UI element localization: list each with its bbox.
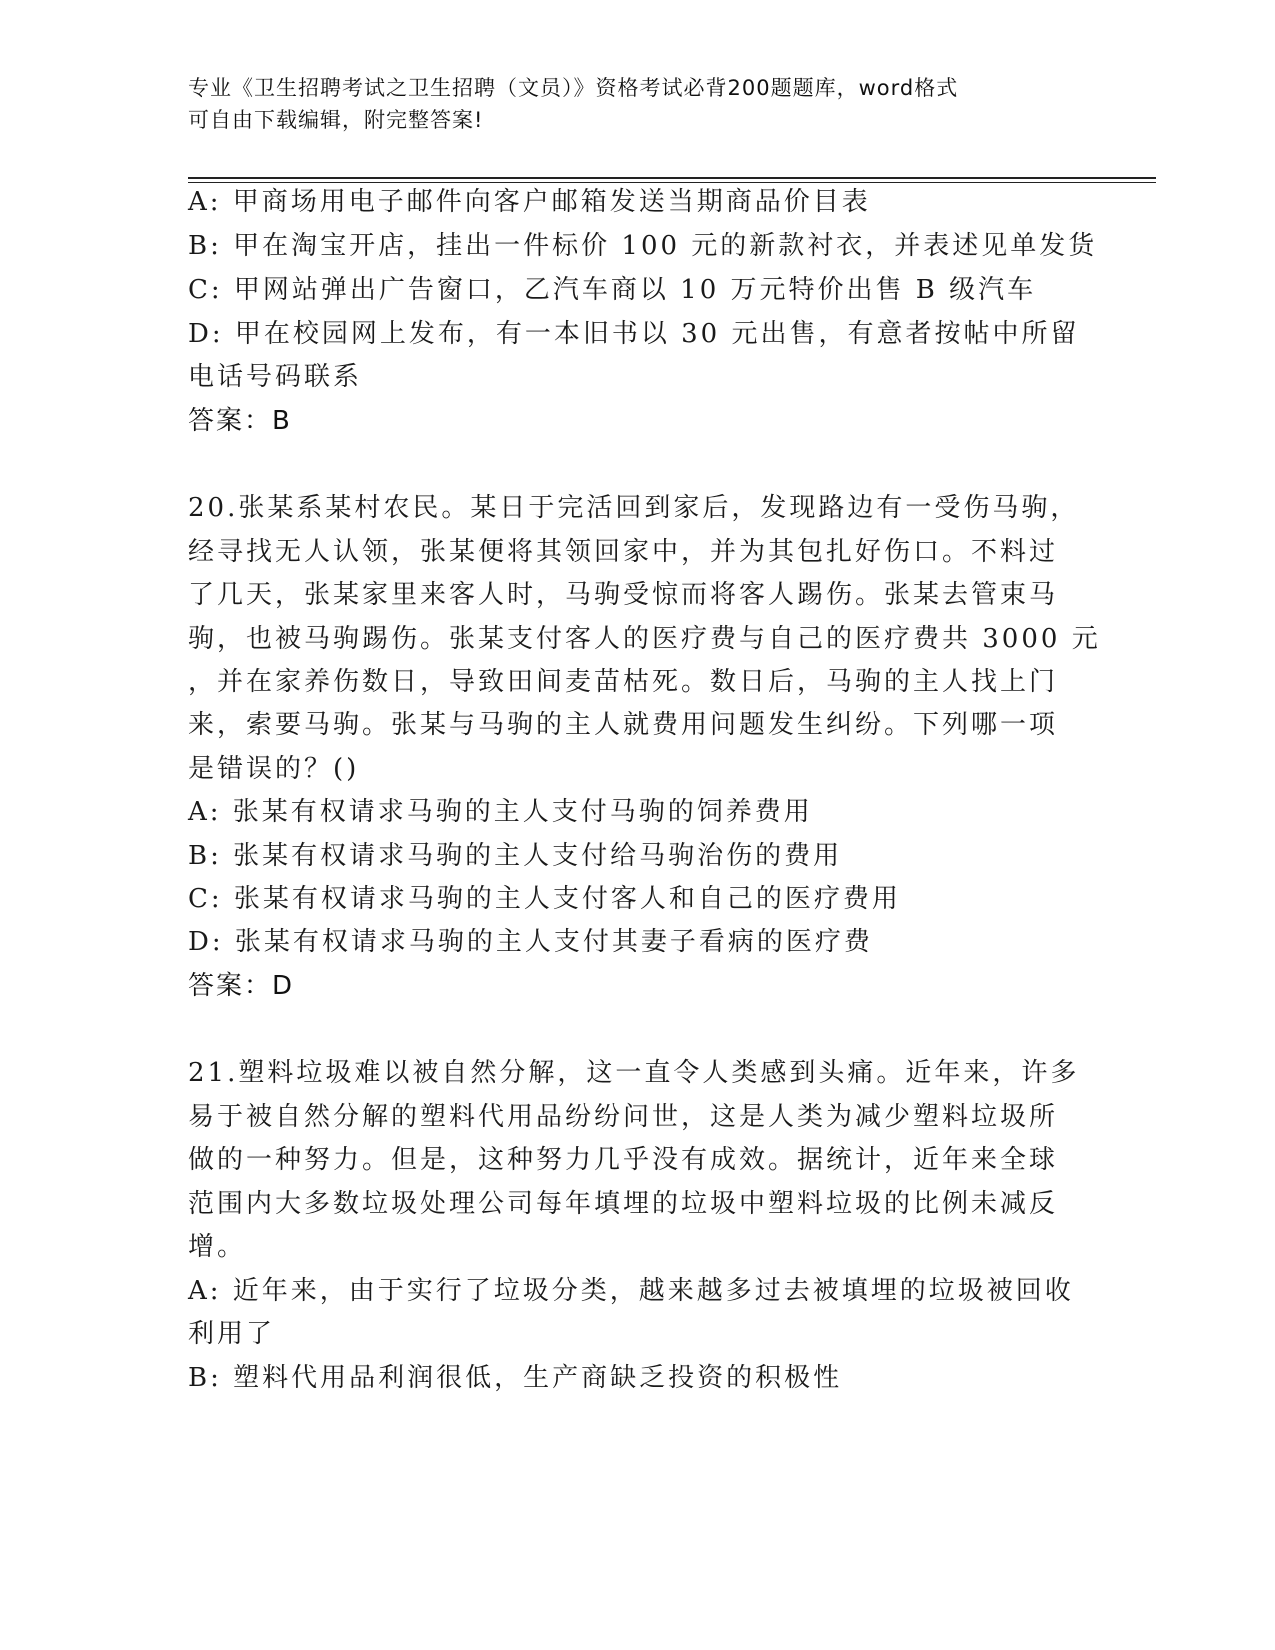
q19-option-c: C: 甲网站弹出广告窗口，乙汽车商以 10 万元特价出售 B 级汽车 — [188, 275, 1037, 305]
q20-stem-line-7: 是错误的？() — [188, 754, 360, 784]
q20-option-c: C: 张某有权请求马驹的主人支付客人和自己的医疗费用 — [188, 884, 901, 914]
q19-option-d-continued: 电话号码联系 — [188, 362, 363, 392]
q21-option-b: B: 塑料代用品利润很低，生产商缺乏投资的积极性 — [188, 1363, 843, 1393]
q20-stem-line-3: 了几天，张某家里来客人时，马驹受惊而将客人踢伤。张某去管束马 — [188, 580, 1059, 610]
q20-stem-line-5: ，并在家养伤数日，导致田间麦苗枯死。数日后，马驹的主人找上门 — [188, 667, 1059, 697]
q19-answer: 答案：B — [188, 406, 292, 436]
q19-option-a: A: 甲商场用电子邮件向客户邮箱发送当期商品价目表 — [188, 187, 871, 217]
header-divider-thick — [188, 177, 1156, 179]
q21-option-a-continued: 利用了 — [188, 1319, 276, 1349]
header-divider-thin — [188, 182, 1156, 183]
q20-stem-line-2: 经寻找无人认领，张某便将其领回家中，并为其包扎好伤口。不料过 — [188, 537, 1059, 567]
q20-option-b: B: 张某有权请求马驹的主人支付给马驹治伤的费用 — [188, 841, 843, 871]
q21-stem-line-4: 范围内大多数垃圾处理公司每年填埋的垃圾中塑料垃圾的比例未减反 — [188, 1189, 1059, 1219]
q21-stem-line-5: 增。 — [188, 1232, 247, 1262]
q21-stem-line-3: 做的一种努力。但是，这种努力几乎没有成效。据统计，近年来全球 — [188, 1145, 1059, 1175]
q20-stem-line-4: 驹，也被马驹踢伤。张某支付客人的医疗费与自己的医疗费共 3000 元 — [188, 624, 1101, 654]
q20-option-a: A: 张某有权请求马驹的主人支付马驹的饲养费用 — [188, 797, 813, 827]
q21-stem-line-1: 21.塑料垃圾难以被自然分解，这一直令人类感到头痛。近年来，许多 — [188, 1058, 1080, 1088]
q19-option-b: B: 甲在淘宝开店，挂出一件标价 100 元的新款衬衣，并表述见单发货 — [188, 231, 1098, 261]
q20-answer: 答案：D — [188, 971, 295, 1001]
header-line-2: 可自由下载编辑，附完整答案! — [188, 108, 484, 132]
header-line-1: 专业《卫生招聘考试之卫生招聘（文员）》资格考试必背200题题库，word格式 — [188, 76, 959, 100]
q20-stem-line-1: 20.张某系某村农民。某日于完活回到家后，发现路边有一受伤马驹， — [188, 493, 1080, 523]
q20-option-d: D: 张某有权请求马驹的主人支付其妻子看病的医疗费 — [188, 927, 873, 957]
q20-stem-line-6: 来，索要马驹。张某与马驹的主人就费用问题发生纠纷。下列哪一项 — [188, 710, 1059, 740]
q21-stem-line-2: 易于被自然分解的塑料代用品纷纷问世，这是人类为减少塑料垃圾所 — [188, 1102, 1059, 1132]
q19-option-d: D: 甲在校园网上发布，有一本旧书以 30 元出售，有意者按帖中所留 — [188, 319, 1080, 349]
document-header — [188, 72, 1068, 136]
q21-option-a: A: 近年来，由于实行了垃圾分类，越来越多过去被填埋的垃圾被回收 — [188, 1276, 1074, 1306]
